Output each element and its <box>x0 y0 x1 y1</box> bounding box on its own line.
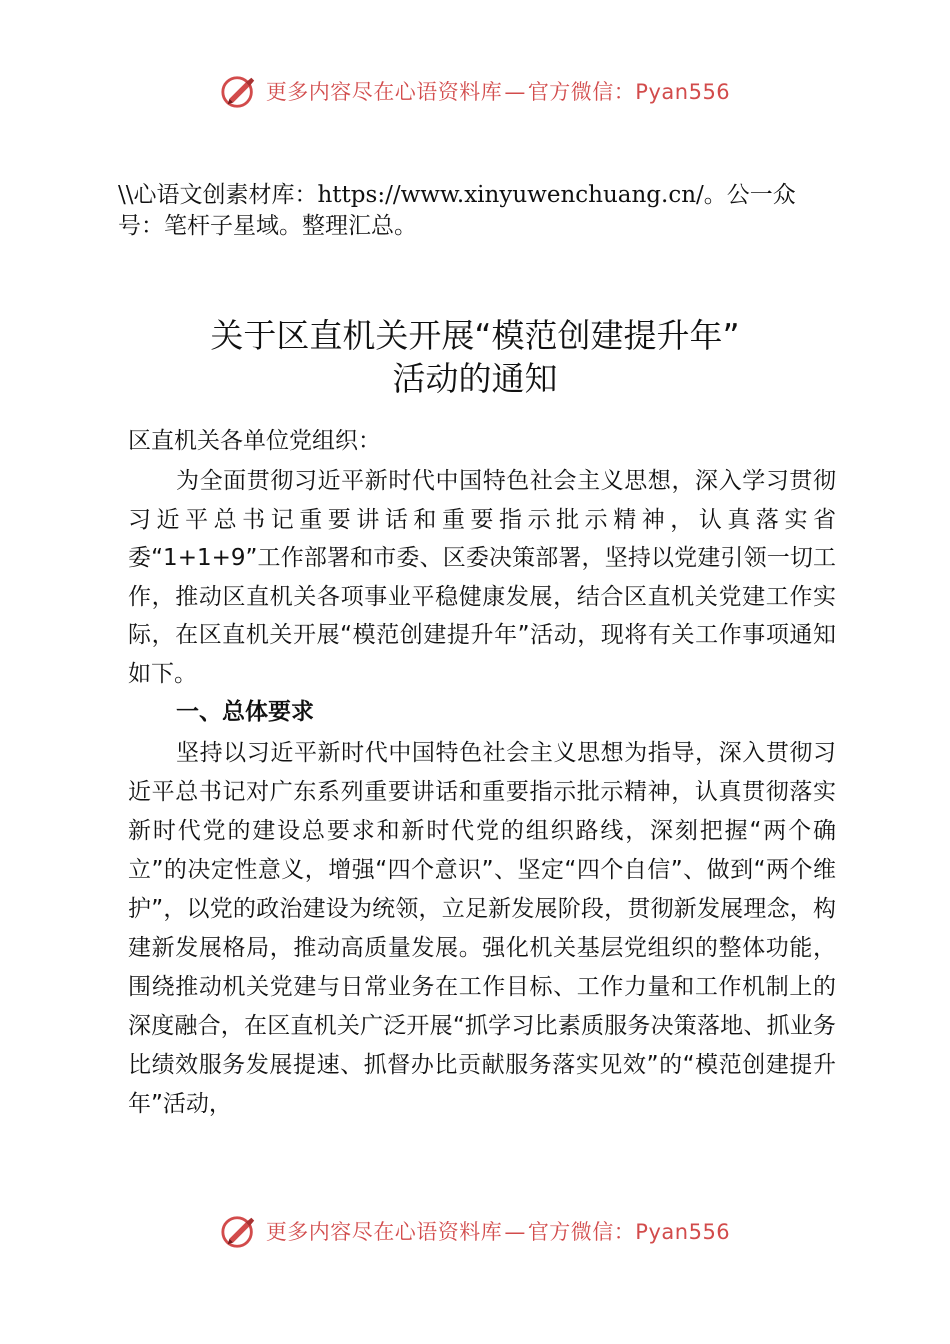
header-watermark <box>0 70 950 114</box>
title-line-2: 活动的通知 <box>392 359 558 399</box>
pen-logo-icon <box>220 73 258 111</box>
watermark-text <box>265 1219 731 1244</box>
salutation: 区直机关各单位党组织： <box>128 428 381 454</box>
watermark-wechat-text: 官方微信：Pyan556 <box>527 1219 731 1244</box>
watermark-main-text: 更多内容尽在心语资料库 <box>265 1219 503 1244</box>
document-title <box>60 314 890 400</box>
watermark-dash: — <box>504 1219 526 1244</box>
paragraph-intro: 为全面贯彻习近平新时代中国特色社会主义思想，深入学习贯彻习近平总书记重要讲话和重要指示批示精神，认真落实省委“1+1+9”工作部署和市委、区委决策部署，坚持以党建引领一切工作，推动区直机关各项事业平稳健康发展，结合区直机关党建工作实际，在区直机关开展“模范创建提升年”活动，现将有关工作事项通知如下。 <box>128 468 836 687</box>
watermark-main-text: 更多内容尽在心语资料库 <box>265 79 503 104</box>
watermark-wechat-text: 官方微信：Pyan556 <box>527 79 731 104</box>
pen-logo-icon <box>220 1213 258 1251</box>
watermark-dash: — <box>504 79 526 104</box>
watermark-text <box>265 79 731 104</box>
footer-watermark <box>0 1210 950 1254</box>
title-line-1: 关于区直机关开展“模范创建提升年” <box>210 316 740 356</box>
paragraph-general-requirements: 坚持以习近平新时代中国特色社会主义思想为指导，深入贯彻习近平总书记对广东系列重要讲话和重要指示批示精神，认真贯彻落实新时代党的建设总要求和新时代党的组织路线，深刻把握“两个确立”的决定性意义，增强“四个意识”、坚定“四个自信”、做到“两个维护”，以党的政治建设为统领，立足新发展阶段，贯彻新发展理念，构建新发展格局，推动高质量发展。强化机关基层党组织的整体功能，围绕推动机关党建与日常业务在工作目标、工作力量和工作机制上的深度融合，在区直机关广泛开展“抓学习比素质服务决策落地、抓业务比绩效服务发展提速、抓督办比贡献服务落实见效”的“模范创建提升年”活动， <box>128 740 836 1117</box>
source-note: \\心语文创素材库：https://www.xinyuwenchuang.cn/。公一众号：笔杆子星域。整理汇总。 <box>118 182 796 239</box>
section-heading-general-requirements: 一、总体要求 <box>176 699 314 725</box>
